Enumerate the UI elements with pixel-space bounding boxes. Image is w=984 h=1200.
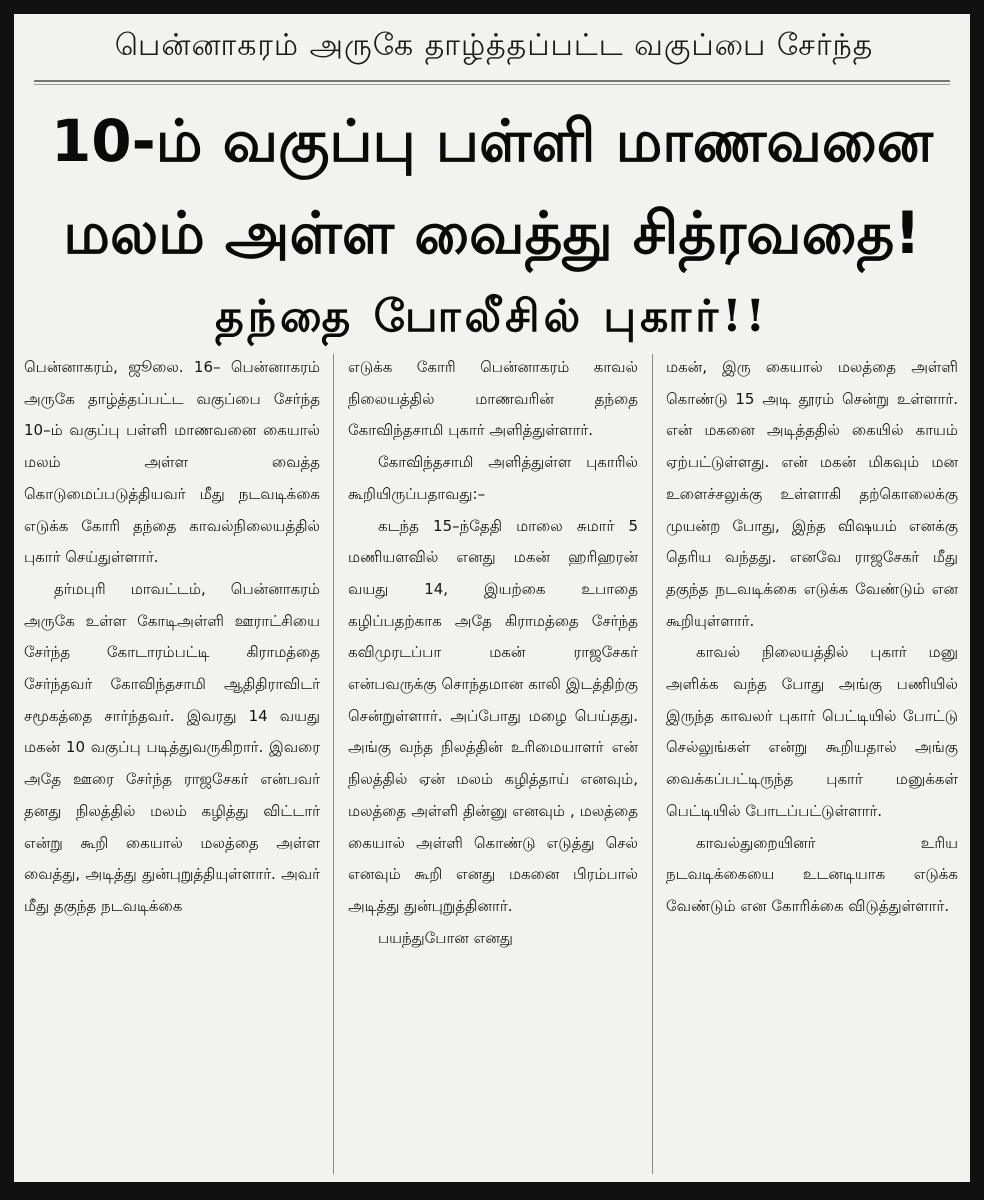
paragraph: காவல் நிலையத்தில் புகார் மனு அளிக்க வந்த போது அங்கு பணியில் இருந்த காவலர் புகார் பெட்டியில் போட்டு செல்லுங்கள் என்று கூறியதால் அங்கு வைக்கப்பட்டிருந்த புகார் மனுக்கள் பெட்டியில் போடப்பட்டுள்ளார். xyxy=(666,643,958,820)
subheadline: தந்தை போலீசில் புகார்!! xyxy=(215,291,769,342)
column-divider xyxy=(652,354,653,1174)
article-column-2 xyxy=(348,352,638,1178)
paragraph: கோவிந்தசாமி அளித்துள்ள புகாரில் கூறியிருப்பதாவது:– xyxy=(348,453,638,503)
paragraph: பயந்துபோன எனது xyxy=(378,928,513,947)
kicker-line: பென்னாகரம் அருகே தாழ்த்தப்பட்ட வகுப்பை சேர்ந்த xyxy=(114,28,874,63)
article-column-1 xyxy=(24,352,320,1178)
article-column-3 xyxy=(666,352,958,1178)
paragraph: எடுக்க கோரி பென்னாகரம் காவல் நிலையத்தில் மாணவரின் தந்தை கோவிந்தசாமி புகார் அளித்துள்ளார். xyxy=(348,358,638,440)
paragraph: தர்மபுரி மாவட்டம், பென்னாகரம் அருகே உள்ள கோடிஅள்ளி ஊராட்சியை சேர்ந்த கோடாரம்பட்டி கிராமத்தை சேர்ந்தவர் கோவிந்தசாமி ஆதிதிராவிடர் சமூகத்தை சார்ந்தவர். இவரது 14 வயது மகன் 10 வகுப்பு படித்துவருகிறார். இவரை அதே ஊரை சேர்ந்த ராஜசேகர் என்பவர் தனது நிலத்தில் மலம் கழித்து விட்டார் என்று கூறி கையால் மலத்தை அள்ள வைத்து, அடித்து துன்புறுத்தியுள்ளார். அவர் மீது தகுந்த நடவடிக்கை xyxy=(24,579,320,915)
newspaper-clipping xyxy=(14,14,970,1182)
paragraph: பென்னாகரம், ஜூலை. 16– பென்னாகரம் அருகே தாழ்த்தப்பட்ட வகுப்பை சேர்ந்த 10–ம் வகுப்பு பள்ளி மாணவனை கையால் மலம் அள்ள வைத்த கொடுமைப்படுத்தியவர் மீது நடவடிக்கை எடுக்க கோரி தந்தை காவல்நிலையத்தில் புகார் செய்துள்ளார். xyxy=(24,358,320,567)
paragraph: மகன், இரு கையால் மலத்தை அள்ளி கொண்டு 15 அடி தூரம் சென்று உள்ளார். என் மகனை அடித்ததில் கையில் காயம் ஏற்பட்டுள்ளது. என் மகன் மிகவும் மன உளைச்சலுக்கு உள்ளாகி தற்கொலைக்கு முயன்ற போது, இந்த விஷயம் எனக்கு தெரிய வந்தது. எனவே ராஜசேகர் மீது தகுந்த நடவடிக்கை எடுக்க வேண்டும் என கூறியுள்ளார். xyxy=(666,358,958,630)
headline-line-2: மலம் அள்ள வைத்து சித்ரவதை! xyxy=(63,199,921,267)
paragraph: கடந்த 15–ந்தேதி மாலை சுமார் 5 மணியளவில் எனது மகன் ஹரிஹரன் வயது 14, இயற்கை உபாதை கழிப்பதற்காக அதே கிராமத்தை சேர்ந்த கவிமுரடப்பா மகன் ராஜசேகர் என்பவருக்கு சொந்தமான காலி இடத்திற்கு சென்றுள்ளார். அப்போது மழை பெய்தது. அங்கு வந்த நிலத்தின் உரிமையாளர் என் நிலத்தில் ஏன் மலம் கழித்தாய் எனவும், மலத்தை அள்ளி தின்னு எனவும் , மலத்தை கையால் அள்ளி கொண்டு எடுத்து செல் எனவும் கூறி எனது மகனை பிரம்பால் அடித்து துன்புறுத்தினார். xyxy=(348,516,638,915)
paragraph: காவல்துறையினர் உரிய நடவடிக்கையை உடனடியாக எடுக்க வேண்டும் என கோரிக்கை விடுத்துள்ளார். xyxy=(666,833,958,915)
column-divider xyxy=(333,354,334,1174)
headline-line-1: 10-ம் வகுப்பு பள்ளி மாணவனை xyxy=(50,107,934,175)
kicker-divider xyxy=(34,80,950,85)
